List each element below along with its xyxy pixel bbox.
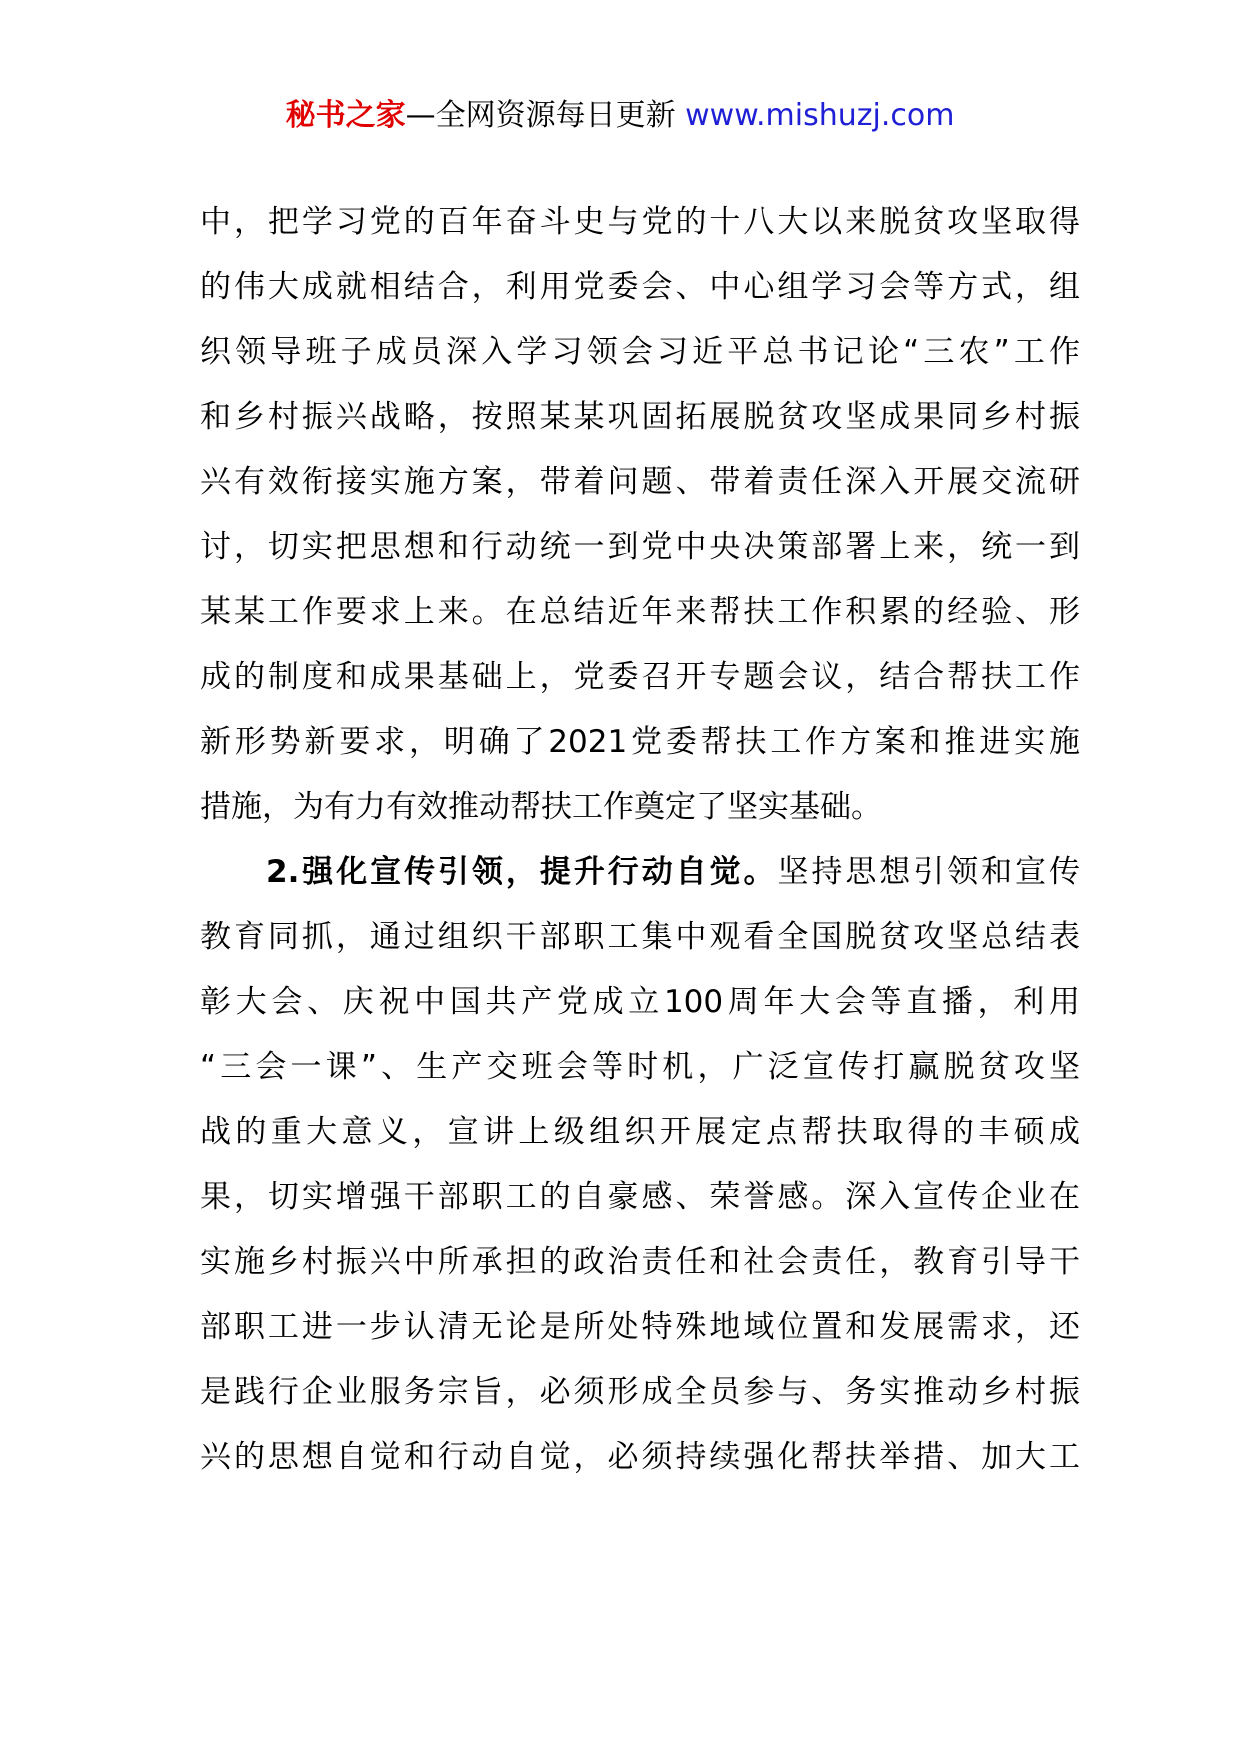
text-line: 兴的思想自觉和行动自觉，必须持续强化帮扶举措、加大工 [200,1439,1080,1475]
text-line-rest: 坚持思想引领和宣传 [777,854,1080,890]
text-line: 部职工进一步认清无论是所处特殊地域位置和发展需求，还 [200,1309,1080,1345]
text-line: 中，把学习党的百年奋斗史与党的十八大以来脱贫攻坚取得 [200,204,1080,240]
text-line: 织领导班子成员深入学习领会习近平总书记论“三农”工作 [200,334,1080,370]
paragraph-1 [200,190,1080,840]
text-line: 的伟大成就相结合，利用党委会、中心组学习会等方式，组 [200,269,1080,305]
text-line: 实施乡村振兴中所承担的政治责任和社会责任，教育引导干 [200,1244,1080,1280]
text-line: “三会一课”、生产交班会等时机，广泛宣传打赢脱贫攻坚 [200,1049,1080,1085]
section-heading-line [200,840,1080,905]
document-body [200,190,1080,1490]
text-line: 教育同抓，通过组织干部职工集中观看全国脱贫攻坚总结表 [200,919,1080,955]
text-line: 彰大会、庆祝中国共产党成立100周年大会等直播，利用 [200,984,1080,1020]
text-line: 是践行企业服务宗旨，必须形成全员参与、务实推动乡村振 [200,1374,1080,1410]
site-tagline: —全网资源每日更新 [405,98,676,133]
text-line: 战的重大意义，宣讲上级组织开展定点帮扶取得的丰硕成 [200,1114,1080,1150]
text-line: 措施，为有力有效推动帮扶工作奠定了坚实基础。 [200,789,882,825]
text-line: 兴有效衔接实施方案，带着问题、带着责任深入开展交流研 [200,464,1080,500]
paragraph-2 [200,840,1080,1490]
site-url-link[interactable]: www.mishuzj.com [685,98,955,133]
text-line: 新形势新要求，明确了2021党委帮扶工作方案和推进实施 [200,724,1080,760]
section-heading: 2.强化宣传引领，提升行动自觉。 [266,854,778,890]
text-line: 讨，切实把思想和行动统一到党中央决策部署上来，统一到 [200,529,1080,565]
text-line: 果，切实增强干部职工的自豪感、荣誉感。深入宣传企业在 [200,1179,1080,1215]
text-line: 和乡村振兴战略，按照某某巩固拓展脱贫攻坚成果同乡村振 [200,399,1080,435]
text-line: 成的制度和成果基础上，党委召开专题会议，结合帮扶工作 [200,659,1080,695]
site-header [0,96,1240,136]
site-brand: 秘书之家 [285,98,406,133]
text-line: 某某工作要求上来。在总结近年来帮扶工作积累的经验、形 [200,594,1080,630]
